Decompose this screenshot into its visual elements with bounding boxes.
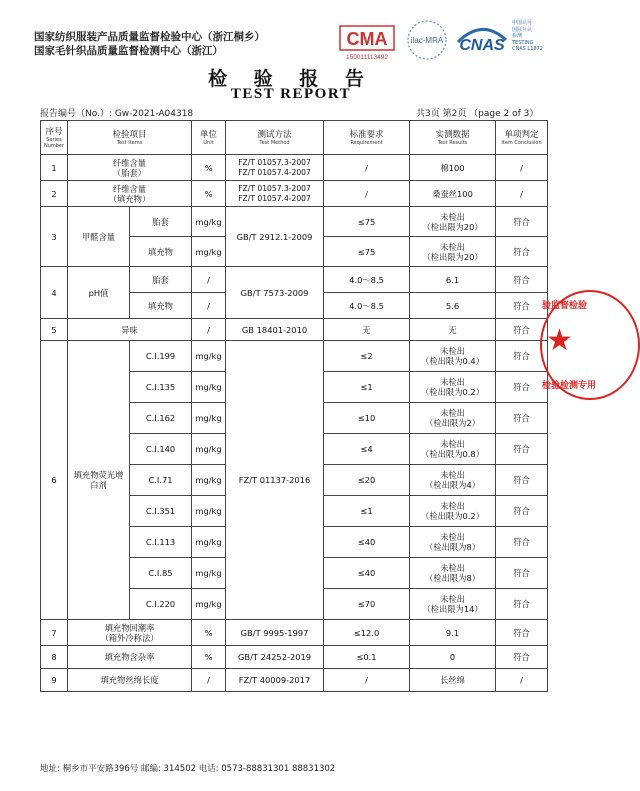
row-requirement: ≤70 (324, 589, 410, 620)
row-result: 未检出 （检出限为20） (410, 237, 496, 267)
row-conclusion: / (496, 669, 548, 692)
row-no: 5 (41, 319, 68, 341)
row-no: 2 (41, 181, 68, 207)
row-result: 无 (410, 319, 496, 341)
cnas-logo (452, 20, 512, 60)
row-conclusion: 符合 (496, 589, 548, 620)
row-requirement: ≤4 (324, 434, 410, 465)
row-method: FZ/T 01137-2016 (226, 341, 324, 620)
row-subitem: 填充物 (130, 293, 192, 319)
cnas-side-3: 检测 (512, 33, 523, 39)
row-result: 6.1 (410, 267, 496, 293)
row-conclusion: 符合 (496, 620, 548, 646)
row-conclusion: 符合 (496, 465, 548, 496)
row-method: GB/T 24252-2019 (226, 646, 324, 669)
row-unit: mg/kg (192, 237, 226, 267)
row-conclusion: 符合 (496, 527, 548, 558)
row-result: 未检出 （检出限为20） (410, 207, 496, 237)
cnas-side-1: 中国认可 (512, 20, 533, 26)
row-conclusion: 符合 (496, 496, 548, 527)
seal-top-text: 验监督检验 (542, 301, 588, 311)
row-result: 未检出 （检出限为0.2） (410, 372, 496, 403)
test-results-table (40, 120, 548, 692)
row-conclusion: 符合 (496, 558, 548, 589)
row-item: 填充物荧光增 白剂 (68, 341, 130, 620)
row-requirement: ≤0.1 (324, 646, 410, 669)
report-number: 报告编号（No.）: Gw-2021-A04318 (40, 109, 194, 119)
row-result: 未检出 （检出限为0.2） (410, 496, 496, 527)
header-no: 序号 Series Number (41, 121, 68, 155)
row-subitem: C.I.162 (130, 403, 192, 434)
row-item: 纤维含量 （填充物） (68, 181, 192, 207)
row-unit: mg/kg (192, 207, 226, 237)
row-subitem: C.I.220 (130, 589, 192, 620)
title-cn: 检 验 报 告 (208, 68, 374, 90)
row-unit: mg/kg (192, 527, 226, 558)
row-subitem: C.I.135 (130, 372, 192, 403)
ilac-mra-logo (405, 18, 449, 62)
row-conclusion: 符合 (496, 403, 548, 434)
row-item: 填充物含杂率 (68, 646, 192, 669)
ilac-text: ilac-MRA (410, 36, 444, 45)
row-item: 填充物丝绵长度 (68, 669, 192, 692)
row-subitem: C.I.140 (130, 434, 192, 465)
row-unit: mg/kg (192, 341, 226, 372)
row-requirement: ≤1 (324, 372, 410, 403)
header-result: 实测数据 Test Results (410, 121, 496, 155)
row-no: 9 (41, 669, 68, 692)
row-conclusion: 符合 (496, 293, 548, 319)
row-requirement: ≤40 (324, 527, 410, 558)
row-unit: % (192, 620, 226, 646)
row-method: GB/T 2912.1-2009 (226, 207, 324, 267)
row-item: 甲醛含量 (68, 207, 130, 267)
org-line-2: 国家毛针织品质量监督检测中心（浙江） (34, 45, 223, 57)
header-requirement: 标准要求 Requirement (324, 121, 410, 155)
row-unit: % (192, 181, 226, 207)
row-unit: mg/kg (192, 589, 226, 620)
seal-bottom-text: 检验检测专用 (542, 381, 597, 391)
row-no: 1 (41, 155, 68, 181)
row-unit: mg/kg (192, 465, 226, 496)
table-row (41, 319, 548, 341)
row-requirement: ≤1 (324, 496, 410, 527)
row-unit: mg/kg (192, 403, 226, 434)
row-subitem: 填充物 (130, 237, 192, 267)
row-item: 纤维含量 （胎套） (68, 155, 192, 181)
header-item: 检验项目 Test Items (68, 121, 192, 155)
cnas-side-5: CNAS L1872 (512, 46, 543, 52)
row-item: pH值 (68, 267, 130, 319)
row-unit: / (192, 319, 226, 341)
table-row (41, 620, 548, 646)
row-conclusion: 符合 (496, 372, 548, 403)
table-row (41, 207, 548, 237)
header-conclusion: 单项判定 Item Conclusion (496, 121, 548, 155)
row-requirement: ≤75 (324, 207, 410, 237)
table-row (41, 669, 548, 692)
row-result: 0 (410, 646, 496, 669)
row-item: 异味 (68, 319, 192, 341)
row-conclusion: 符合 (496, 319, 548, 341)
row-subitem: C.I.113 (130, 527, 192, 558)
table-row (41, 181, 548, 207)
table-row (41, 341, 548, 372)
row-no: 3 (41, 207, 68, 267)
inspection-seal (540, 290, 597, 400)
row-conclusion: / (496, 181, 548, 207)
row-subitem: C.I.85 (130, 558, 192, 589)
row-requirement: / (324, 669, 410, 692)
row-subitem: C.I.71 (130, 465, 192, 496)
row-subitem: 胎套 (130, 207, 192, 237)
row-result: 未检出 （检出限为0.8） (410, 434, 496, 465)
title-en: TEST REPORT (230, 86, 352, 102)
row-result: 未检出 （检出限为0.4） (410, 341, 496, 372)
row-requirement: 无 (324, 319, 410, 341)
header-method: 测试方法 Test Method (226, 121, 324, 155)
row-conclusion: 符合 (496, 646, 548, 669)
row-unit: % (192, 155, 226, 181)
row-unit: / (192, 293, 226, 319)
row-result: 未检出 （检出限为8） (410, 558, 496, 589)
row-conclusion: 符合 (496, 267, 548, 293)
row-conclusion: 符合 (496, 207, 548, 237)
row-result: 9.1 (410, 620, 496, 646)
cma-number: 150011113492 (346, 54, 388, 61)
seal-star-icon: ★ (546, 323, 573, 358)
row-method: FZ/T 01057.3-2007 FZ/T 01057.4-2007 (226, 155, 324, 181)
row-subitem: 胎套 (130, 267, 192, 293)
table-row (41, 267, 548, 293)
cma-text: CMA (346, 29, 388, 49)
row-no: 6 (41, 341, 68, 620)
cnas-side-2: 国际互认 (512, 26, 533, 33)
row-no: 8 (41, 646, 68, 669)
row-no: 7 (41, 620, 68, 646)
row-method: FZ/T 01057.3-2007 FZ/T 01057.4-2007 (226, 181, 324, 207)
row-unit: mg/kg (192, 558, 226, 589)
row-no: 4 (41, 267, 68, 319)
row-unit: / (192, 669, 226, 692)
cnas-side-text (512, 20, 562, 53)
row-result: 未检出 （检出限为14） (410, 589, 496, 620)
org-line-1: 国家纺织服装产品质量监督检验中心（浙江桐乡） (34, 31, 265, 43)
row-conclusion: 符合 (496, 434, 548, 465)
page-info: 共3页 第2页 （page 2 of 3） (416, 109, 539, 119)
row-result: 长丝绵 (410, 669, 496, 692)
cnas-side-4: TESTING (512, 39, 534, 46)
row-method: FZ/T 40009-2017 (226, 669, 324, 692)
row-result: 未检出 （检出限为2） (410, 403, 496, 434)
table-header-row (41, 121, 548, 155)
row-result: 未检出 （检出限为4） (410, 465, 496, 496)
header-unit: 单位 Unit (192, 121, 226, 155)
row-method: GB 18401-2010 (226, 319, 324, 341)
row-subitem: C.I.351 (130, 496, 192, 527)
row-requirement: ≤2 (324, 341, 410, 372)
row-unit: / (192, 267, 226, 293)
row-item: 填充物回潮率 （箱外冷称法） (68, 620, 192, 646)
cma-logo (338, 20, 396, 62)
row-conclusion: / (496, 155, 548, 181)
table-row (41, 646, 548, 669)
row-requirement: ≤20 (324, 465, 410, 496)
row-unit: mg/kg (192, 372, 226, 403)
row-subitem: C.I.199 (130, 341, 192, 372)
table-row (41, 155, 548, 181)
row-requirement: 4.0～8.5 (324, 293, 410, 319)
row-requirement: ≤10 (324, 403, 410, 434)
row-requirement: ≤75 (324, 237, 410, 267)
footer-address: 地址: 桐乡市平安路396号 邮编: 314502 电话: 0573-88831301 88831302 (40, 764, 336, 774)
row-requirement: / (324, 155, 410, 181)
row-result: 桑蚕丝100 (410, 181, 496, 207)
row-method: GB/T 9995-1997 (226, 620, 324, 646)
row-result: 未检出 （检出限为8） (410, 527, 496, 558)
row-requirement: ≤40 (324, 558, 410, 589)
row-conclusion: 符合 (496, 341, 548, 372)
row-result: 棉100 (410, 155, 496, 181)
row-conclusion: 符合 (496, 237, 548, 267)
row-unit: mg/kg (192, 434, 226, 465)
row-requirement: 4.0～8.5 (324, 267, 410, 293)
row-unit: % (192, 646, 226, 669)
cnas-text: CNAS (459, 37, 505, 54)
row-method: GB/T 7573-2009 (226, 267, 324, 319)
row-result: 5.6 (410, 293, 496, 319)
row-unit: mg/kg (192, 496, 226, 527)
row-requirement: ≤12.0 (324, 620, 410, 646)
row-requirement: / (324, 181, 410, 207)
